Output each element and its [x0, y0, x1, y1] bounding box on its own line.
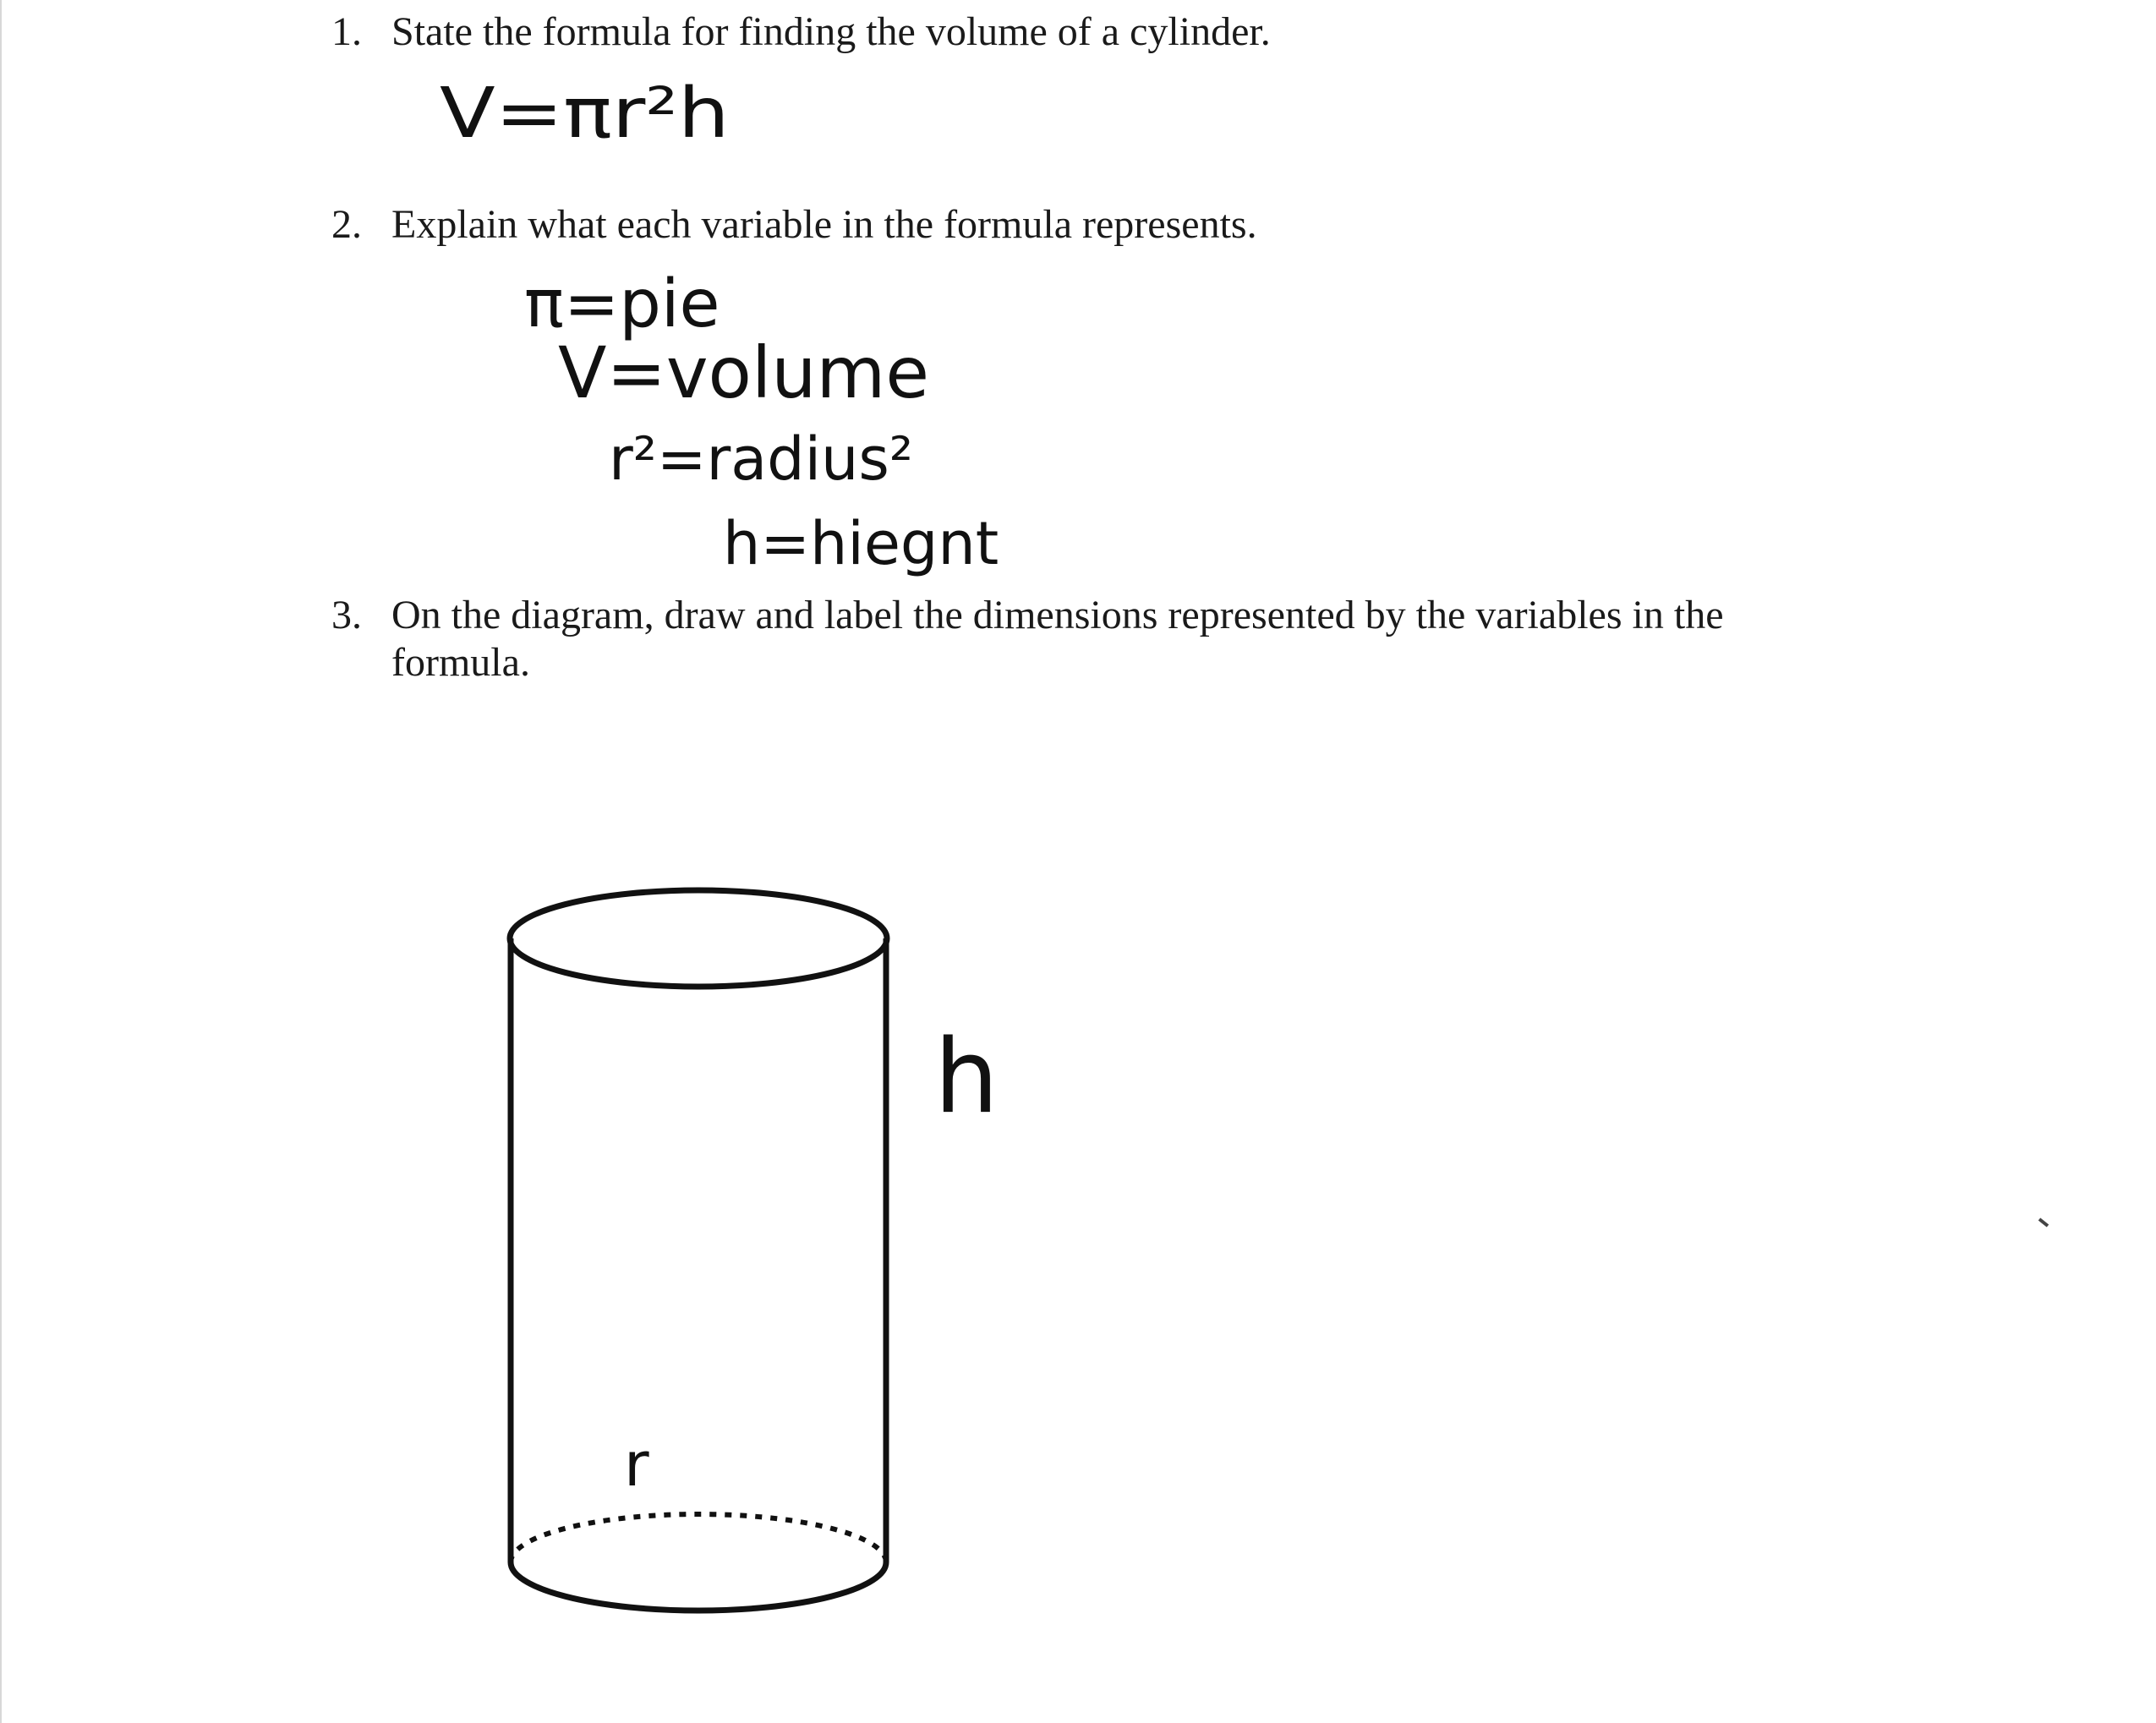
scan-speck — [2038, 1217, 2051, 1231]
handwritten-pi-definition: π=pie — [524, 266, 720, 342]
question-3-number: 3. — [331, 593, 362, 637]
diagram-label-h: h — [934, 1019, 999, 1136]
question-2-text: Explain what each variable in the formula represents. — [391, 202, 1257, 247]
cylinder-bottom-front — [511, 1562, 886, 1611]
question-1-text: State the formula for finding the volume of a cylinder. — [391, 9, 1271, 54]
question-3-text-continued: formula. — [391, 640, 530, 685]
cylinder-bottom-back-dashed — [511, 1514, 886, 1562]
handwritten-r-definition: r²=radius² — [609, 424, 913, 494]
handwritten-v-definition: V=volume — [558, 331, 930, 414]
diagram-label-r: r — [624, 1429, 649, 1500]
handwritten-h-definition: h=hiegnt — [723, 509, 999, 578]
question-2-number: 2. — [331, 202, 362, 247]
question-1-number: 1. — [331, 9, 362, 54]
handwritten-formula: V=πr²h — [440, 73, 730, 154]
cylinder-top-ellipse — [510, 890, 887, 987]
question-3-text: On the diagram, draw and label the dimensions represented by the variables in the — [391, 593, 1724, 637]
